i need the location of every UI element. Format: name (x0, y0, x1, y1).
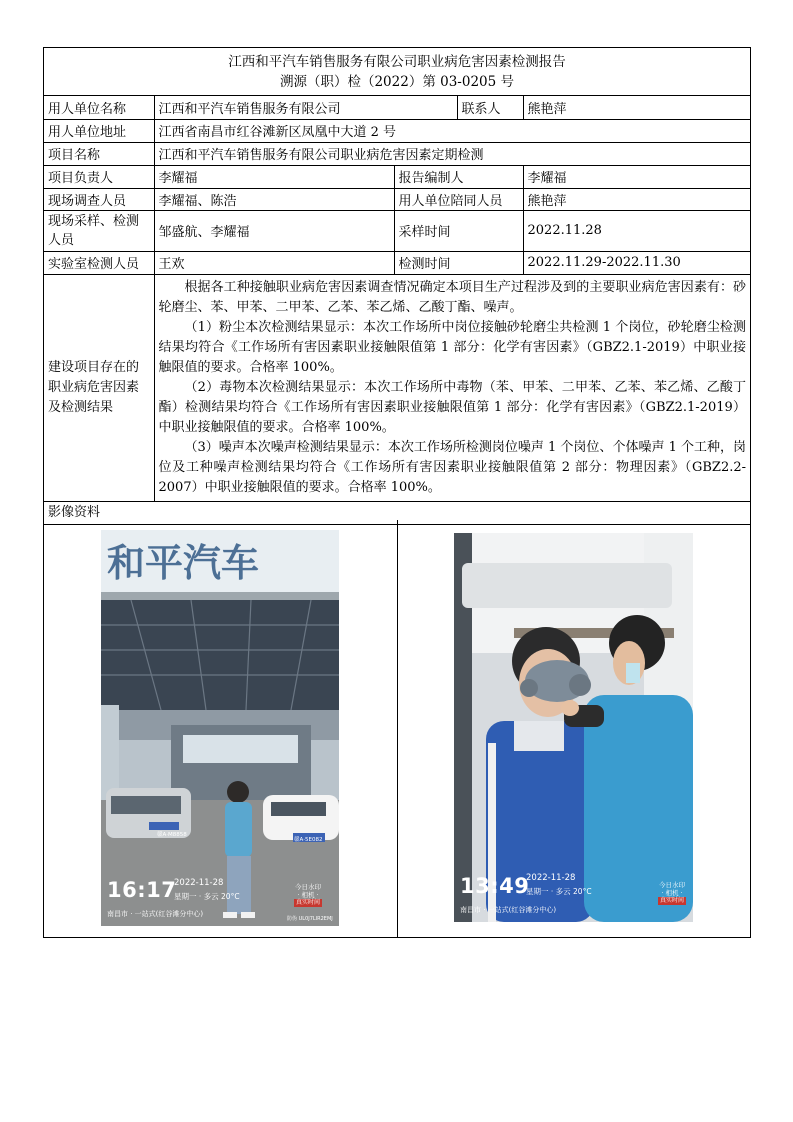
project-label: 项目名称 (44, 142, 154, 165)
results-dust: （1）粉尘本次检测结果显示：本次工作场所中岗位接触砂轮磨尘共检测 1 个岗位，砂轮磨尘检测结果均符合《工作场所有害因素职业接触限值第 1 部分：化学有害因素》（GBZ2.1-2019）中职业接触限值的要求。合格率 100%。 (158, 319, 747, 375)
results-label: 建设项目存在的职业病危害因素及检测结果 (44, 274, 154, 501)
project-value: 江西和平汽车销售服务有限公司职业病危害因素定期检测 (154, 142, 750, 165)
author-label: 报告编制人 (394, 165, 523, 188)
contact-value: 熊艳萍 (523, 96, 750, 119)
results-content (154, 274, 750, 501)
photo-mask-date: 2022-11-28 (526, 873, 576, 883)
survey-label: 现场调查人员 (44, 188, 154, 210)
photo-entrance-weather: 星期一 · 多云 20°C (174, 892, 240, 901)
address-label: 用人单位地址 (44, 119, 154, 142)
photo-entrance-watermark: 防伪 UL0J7LIR2EMJ (287, 916, 333, 922)
photo-entrance-stamp: 今日水印 · 相机 · 真实时间 (295, 883, 321, 906)
results-row (44, 274, 750, 501)
employer-label: 用人单位名称 (44, 96, 154, 119)
table-row (44, 119, 750, 142)
site-photo-mask-fitting (454, 533, 693, 922)
sampling-label: 现场采样、检测人员 (44, 210, 154, 251)
leader-label: 项目负责人 (44, 165, 154, 188)
lab-label: 实验室检测人员 (44, 251, 154, 274)
report-title: 江西和平汽车销售服务有限公司职业病危害因素检测报告 (228, 54, 566, 70)
results-noise: （3）噪声本次噪声检测结果显示：本次工作场所检测岗位噪声 1 个岗位、个体噪声 1 个工种，岗位及工种噪声检测结果均符合《工作场所有害因素职业接触限值第 2 部分：物理因素》（GBZ2.2-2007）中职业接触限值的要求。合格率 100%。 (158, 439, 747, 495)
escort-label: 用人单位陪同人员 (394, 188, 523, 210)
leader-value: 李耀福 (154, 165, 394, 188)
photo-mask-location: 南昌市 · 一站式(红谷滩分中心) (460, 906, 557, 914)
table-row (44, 188, 750, 210)
photo-entrance-time: 16:17 (107, 878, 177, 902)
survey-value: 李耀福、陈浩 (154, 188, 394, 210)
photo-mask-weather: 星期一 · 多云 20°C (526, 887, 592, 896)
results-intro: 根据各工种接触职业病危害因素调查情况确定本项目生产过程涉及到的主要职业病危害因素有：砂轮磨尘、苯、甲苯、二甲苯、乙苯、苯乙烯、乙酸丁酯、噪声。 (158, 279, 747, 315)
photo-area (44, 520, 750, 937)
photo-entrance-image (101, 530, 339, 926)
report-number: 溯源（职）检（2022）第 03-0205 号 (279, 74, 515, 90)
table-row (44, 251, 750, 274)
sampling-value: 邹盛航、李耀福 (154, 210, 394, 251)
table-row (44, 210, 750, 251)
report-header (44, 48, 750, 96)
escort-value: 熊艳萍 (523, 188, 750, 210)
photo-mask-stamp: 今日水印 · 相机 · 真实时间 (659, 881, 685, 904)
plate-2: 赣A·5E082 (294, 837, 323, 843)
address-value: 江西省南昌市红谷滩新区凤凰中大道 2 号 (154, 119, 750, 142)
photo-section-label: 影像资料 (44, 502, 750, 525)
lab-value: 王欢 (154, 251, 394, 274)
plate-1: 赣A·M8858 (157, 832, 187, 838)
photo-entrance-location: 南昌市 · 一站式(红谷滩分中心) (107, 910, 204, 918)
report-sheet (43, 47, 751, 938)
test-time-label: 检测时间 (394, 251, 523, 274)
results-toxic: （2）毒物本次检测结果显示：本次工作场所中毒物（苯、甲苯、二甲苯、乙苯、苯乙烯、乙酸丁酯）检测结果均符合《工作场所有害因素职业接触限值第 1 部分：化学有害因素》（GBZ2.1-2019）中职业接触限值的要求。合格率 100%。 (158, 379, 747, 435)
site-photo-entrance (101, 530, 339, 926)
info-table (44, 96, 750, 502)
photo-entrance-date: 2022-11-28 (174, 878, 224, 888)
contact-label: 联系人 (457, 96, 523, 119)
test-time-value: 2022.11.29-2022.11.30 (523, 251, 750, 274)
photo-divider (397, 520, 398, 937)
author-value: 李耀福 (523, 165, 750, 188)
sampling-time-label: 采样时间 (394, 210, 523, 251)
sampling-time-value: 2022.11.28 (523, 210, 750, 251)
photo-mask-time: 13:49 (460, 874, 530, 898)
table-row (44, 96, 750, 119)
sign-text: 和平汽车 (107, 540, 260, 585)
table-row (44, 165, 750, 188)
employer-value: 江西和平汽车销售服务有限公司 (154, 96, 457, 119)
photo-mask-image (454, 533, 693, 922)
table-row (44, 142, 750, 165)
